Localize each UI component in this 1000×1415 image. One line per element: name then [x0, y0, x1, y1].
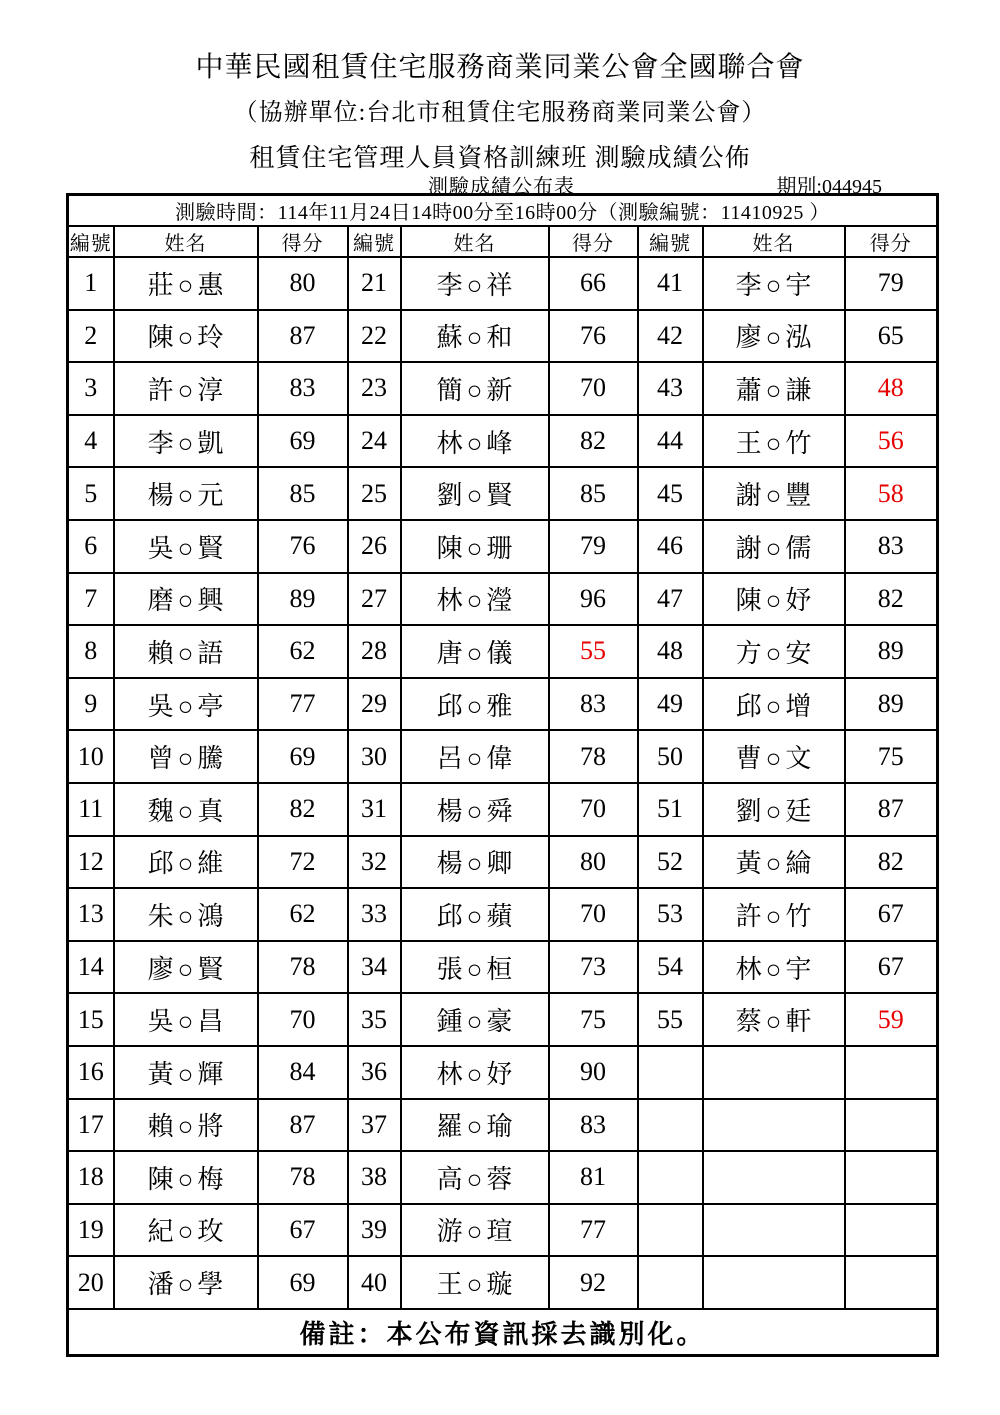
- seq-cell: 48: [638, 625, 703, 678]
- seq-cell: 18: [68, 1151, 114, 1204]
- seq-cell: 10: [68, 730, 114, 783]
- seq-cell: 34: [348, 941, 401, 994]
- name-cell: 陳○妤: [703, 573, 845, 626]
- score-cell: 62: [258, 625, 348, 678]
- name-cell: 廖○泓: [703, 310, 845, 363]
- score-cell: [845, 1099, 938, 1152]
- name-cell: [703, 1151, 845, 1204]
- period-label: 期別:044945: [776, 176, 882, 198]
- seq-cell: 2: [68, 310, 114, 363]
- header-name: 姓名: [401, 226, 549, 257]
- name-cell: 曾○騰: [114, 730, 258, 783]
- header-seq: 編號: [68, 226, 114, 257]
- table-row: [68, 1099, 938, 1152]
- table-row: [68, 310, 938, 363]
- name-cell: 林○妤: [401, 1046, 549, 1099]
- seq-cell: [638, 1151, 703, 1204]
- name-cell: 潘○學: [114, 1256, 258, 1309]
- name-cell: 吳○亭: [114, 678, 258, 731]
- score-cell: 77: [258, 678, 348, 731]
- score-cell: [845, 1151, 938, 1204]
- score-cell: 78: [258, 941, 348, 994]
- name-cell: 高○蓉: [401, 1151, 549, 1204]
- score-cell: 48: [845, 362, 938, 415]
- name-cell: 方○安: [703, 625, 845, 678]
- cohost-subtitle: （協辦單位:台北市租賃住宅服務商業同業公會）: [233, 100, 767, 126]
- seq-cell: 16: [68, 1046, 114, 1099]
- name-cell: 謝○儒: [703, 520, 845, 573]
- name-cell: 鍾○豪: [401, 993, 549, 1046]
- name-cell: 羅○瑜: [401, 1099, 549, 1152]
- score-cell: 89: [845, 625, 938, 678]
- name-cell: 林○瀅: [401, 573, 549, 626]
- table-row: [68, 993, 938, 1046]
- name-cell: 賴○將: [114, 1099, 258, 1152]
- name-cell: 賴○語: [114, 625, 258, 678]
- score-cell: 87: [845, 783, 938, 836]
- seq-cell: [638, 1099, 703, 1152]
- seq-cell: 51: [638, 783, 703, 836]
- score-cell: 79: [549, 520, 638, 573]
- name-cell: 魏○真: [114, 783, 258, 836]
- seq-cell: 26: [348, 520, 401, 573]
- seq-cell: 30: [348, 730, 401, 783]
- score-cell: 69: [258, 1256, 348, 1309]
- seq-cell: 14: [68, 941, 114, 994]
- name-cell: 李○凱: [114, 415, 258, 468]
- score-cell: 77: [549, 1204, 638, 1257]
- table-row: [68, 467, 938, 520]
- name-cell: 廖○賢: [114, 941, 258, 994]
- seq-cell: 40: [348, 1256, 401, 1309]
- seq-cell: 53: [638, 888, 703, 941]
- seq-cell: 5: [68, 467, 114, 520]
- score-cell: 89: [845, 678, 938, 731]
- seq-cell: 54: [638, 941, 703, 994]
- name-cell: 黃○綸: [703, 836, 845, 889]
- exam-time-row: [68, 195, 938, 227]
- name-cell: 陳○玲: [114, 310, 258, 363]
- score-cell: 58: [845, 467, 938, 520]
- score-cell: 67: [845, 888, 938, 941]
- score-cell: 81: [549, 1151, 638, 1204]
- score-cell: 83: [549, 678, 638, 731]
- seq-cell: 6: [68, 520, 114, 573]
- score-cell: 89: [258, 573, 348, 626]
- name-cell: [703, 1256, 845, 1309]
- name-cell: 蕭○謙: [703, 362, 845, 415]
- score-cell: 78: [258, 1151, 348, 1204]
- score-cell: 67: [258, 1204, 348, 1257]
- header-score: 得分: [549, 226, 638, 257]
- note-row: [68, 1309, 938, 1356]
- name-cell: [703, 1204, 845, 1257]
- score-cell: 66: [549, 257, 638, 310]
- name-cell: 邱○雅: [401, 678, 549, 731]
- exam-time-text: 測驗時間：114年11月24日14時00分至16時00分（測驗編號：11410925 ）: [68, 195, 938, 227]
- name-cell: 陳○梅: [114, 1151, 258, 1204]
- score-cell: 75: [845, 730, 938, 783]
- score-cell: 82: [258, 783, 348, 836]
- table-row: [68, 520, 938, 573]
- name-cell: 謝○豐: [703, 467, 845, 520]
- seq-cell: 8: [68, 625, 114, 678]
- score-table: [66, 193, 939, 1357]
- score-cell: 90: [549, 1046, 638, 1099]
- seq-cell: 23: [348, 362, 401, 415]
- score-cell: 80: [258, 257, 348, 310]
- seq-cell: 38: [348, 1151, 401, 1204]
- score-cell: 79: [845, 257, 938, 310]
- name-cell: 楊○元: [114, 467, 258, 520]
- score-cell: 73: [549, 941, 638, 994]
- score-table-body: [68, 257, 938, 1309]
- score-cell: 67: [845, 941, 938, 994]
- table-row: [68, 888, 938, 941]
- name-cell: [703, 1099, 845, 1152]
- header-seq: 編號: [638, 226, 703, 257]
- score-cell: 80: [549, 836, 638, 889]
- table-row: [68, 941, 938, 994]
- name-cell: 唐○儀: [401, 625, 549, 678]
- seq-cell: 25: [348, 467, 401, 520]
- seq-cell: [638, 1256, 703, 1309]
- seq-cell: 42: [638, 310, 703, 363]
- name-cell: 邱○維: [114, 836, 258, 889]
- seq-cell: 20: [68, 1256, 114, 1309]
- score-cell: 83: [549, 1099, 638, 1152]
- name-cell: [703, 1046, 845, 1099]
- score-cell: 56: [845, 415, 938, 468]
- seq-cell: 24: [348, 415, 401, 468]
- seq-cell: 39: [348, 1204, 401, 1257]
- seq-cell: 32: [348, 836, 401, 889]
- name-cell: 王○竹: [703, 415, 845, 468]
- header-name: 姓名: [703, 226, 845, 257]
- score-cell: 62: [258, 888, 348, 941]
- name-cell: 蔡○軒: [703, 993, 845, 1046]
- score-cell: 85: [258, 467, 348, 520]
- name-cell: 蘇○和: [401, 310, 549, 363]
- score-cell: 70: [549, 783, 638, 836]
- seq-cell: 21: [348, 257, 401, 310]
- score-cell: 82: [845, 836, 938, 889]
- score-cell: 69: [258, 730, 348, 783]
- score-cell: 78: [549, 730, 638, 783]
- seq-cell: 31: [348, 783, 401, 836]
- score-cell: 70: [258, 993, 348, 1046]
- seq-cell: 46: [638, 520, 703, 573]
- name-cell: 莊○惠: [114, 257, 258, 310]
- name-cell: 陳○珊: [401, 520, 549, 573]
- name-cell: 黃○輝: [114, 1046, 258, 1099]
- name-cell: 邱○增: [703, 678, 845, 731]
- name-cell: 許○淳: [114, 362, 258, 415]
- score-cell: 83: [845, 520, 938, 573]
- seq-cell: 13: [68, 888, 114, 941]
- score-cell: 96: [549, 573, 638, 626]
- note-text: 備註：本公布資訊採去識別化。: [68, 1309, 938, 1356]
- seq-cell: 27: [348, 573, 401, 626]
- seq-cell: 12: [68, 836, 114, 889]
- name-cell: 劉○賢: [401, 467, 549, 520]
- seq-cell: [638, 1204, 703, 1257]
- name-cell: 楊○舜: [401, 783, 549, 836]
- table-row: [68, 1151, 938, 1204]
- seq-cell: 22: [348, 310, 401, 363]
- seq-cell: 9: [68, 678, 114, 731]
- score-cell: 82: [549, 415, 638, 468]
- name-cell: 紀○玫: [114, 1204, 258, 1257]
- seq-cell: 28: [348, 625, 401, 678]
- seq-cell: 11: [68, 783, 114, 836]
- score-cell: 59: [845, 993, 938, 1046]
- seq-cell: 35: [348, 993, 401, 1046]
- name-cell: 林○宇: [703, 941, 845, 994]
- name-cell: 李○宇: [703, 257, 845, 310]
- name-cell: 吳○賢: [114, 520, 258, 573]
- table-row: [68, 362, 938, 415]
- score-cell: 83: [258, 362, 348, 415]
- score-cell: 72: [258, 836, 348, 889]
- score-cell: 75: [549, 993, 638, 1046]
- seq-cell: 43: [638, 362, 703, 415]
- name-cell: 劉○廷: [703, 783, 845, 836]
- table-row: [68, 573, 938, 626]
- score-cell: [845, 1204, 938, 1257]
- table-row: [68, 1204, 938, 1257]
- seq-cell: 33: [348, 888, 401, 941]
- score-cell: 82: [845, 573, 938, 626]
- seq-cell: 29: [348, 678, 401, 731]
- name-cell: 磨○興: [114, 573, 258, 626]
- header-seq: 編號: [348, 226, 401, 257]
- score-cell: [845, 1256, 938, 1309]
- score-cell: 76: [258, 520, 348, 573]
- table-row: [68, 415, 938, 468]
- seq-cell: 44: [638, 415, 703, 468]
- table-row: [68, 1046, 938, 1099]
- header-name: 姓名: [114, 226, 258, 257]
- seq-cell: 55: [638, 993, 703, 1046]
- table-row: [68, 730, 938, 783]
- name-cell: 王○璇: [401, 1256, 549, 1309]
- score-cell: 87: [258, 1099, 348, 1152]
- score-cell: 69: [258, 415, 348, 468]
- seq-cell: 15: [68, 993, 114, 1046]
- seq-cell: 36: [348, 1046, 401, 1099]
- seq-cell: 50: [638, 730, 703, 783]
- name-cell: 吳○昌: [114, 993, 258, 1046]
- name-cell: 邱○蘋: [401, 888, 549, 941]
- page-title: 中華民國租賃住宅服務商業同業公會全國聯合會: [195, 52, 805, 83]
- name-cell: 朱○鴻: [114, 888, 258, 941]
- seq-cell: 47: [638, 573, 703, 626]
- column-header-row: [68, 226, 938, 257]
- table-caption: 測驗成績公布表: [428, 176, 575, 198]
- table-row: [68, 257, 938, 310]
- name-cell: 張○桓: [401, 941, 549, 994]
- table-row: [68, 678, 938, 731]
- score-cell: 85: [549, 467, 638, 520]
- seq-cell: 19: [68, 1204, 114, 1257]
- seq-cell: 17: [68, 1099, 114, 1152]
- header-score: 得分: [258, 226, 348, 257]
- seq-cell: 4: [68, 415, 114, 468]
- table-row: [68, 1256, 938, 1309]
- name-cell: 楊○卿: [401, 836, 549, 889]
- score-cell: [845, 1046, 938, 1099]
- seq-cell: [638, 1046, 703, 1099]
- score-cell: 70: [549, 888, 638, 941]
- score-cell: 76: [549, 310, 638, 363]
- name-cell: 呂○偉: [401, 730, 549, 783]
- score-cell: 92: [549, 1256, 638, 1309]
- name-cell: 游○瑄: [401, 1204, 549, 1257]
- name-cell: 李○祥: [401, 257, 549, 310]
- name-cell: 簡○新: [401, 362, 549, 415]
- seq-cell: 41: [638, 257, 703, 310]
- header-score: 得分: [845, 226, 938, 257]
- course-line: 租賃住宅管理人員資格訓練班 測驗成績公佈: [249, 145, 751, 172]
- table-row: [68, 625, 938, 678]
- seq-cell: 1: [68, 257, 114, 310]
- name-cell: 林○峰: [401, 415, 549, 468]
- table-row: [68, 836, 938, 889]
- seq-cell: 52: [638, 836, 703, 889]
- seq-cell: 37: [348, 1099, 401, 1152]
- seq-cell: 45: [638, 467, 703, 520]
- seq-cell: 49: [638, 678, 703, 731]
- score-cell: 65: [845, 310, 938, 363]
- score-cell: 55: [549, 625, 638, 678]
- name-cell: 許○竹: [703, 888, 845, 941]
- name-cell: 曹○文: [703, 730, 845, 783]
- seq-cell: 7: [68, 573, 114, 626]
- seq-cell: 3: [68, 362, 114, 415]
- score-cell: 87: [258, 310, 348, 363]
- table-row: [68, 783, 938, 836]
- score-cell: 84: [258, 1046, 348, 1099]
- score-cell: 70: [549, 362, 638, 415]
